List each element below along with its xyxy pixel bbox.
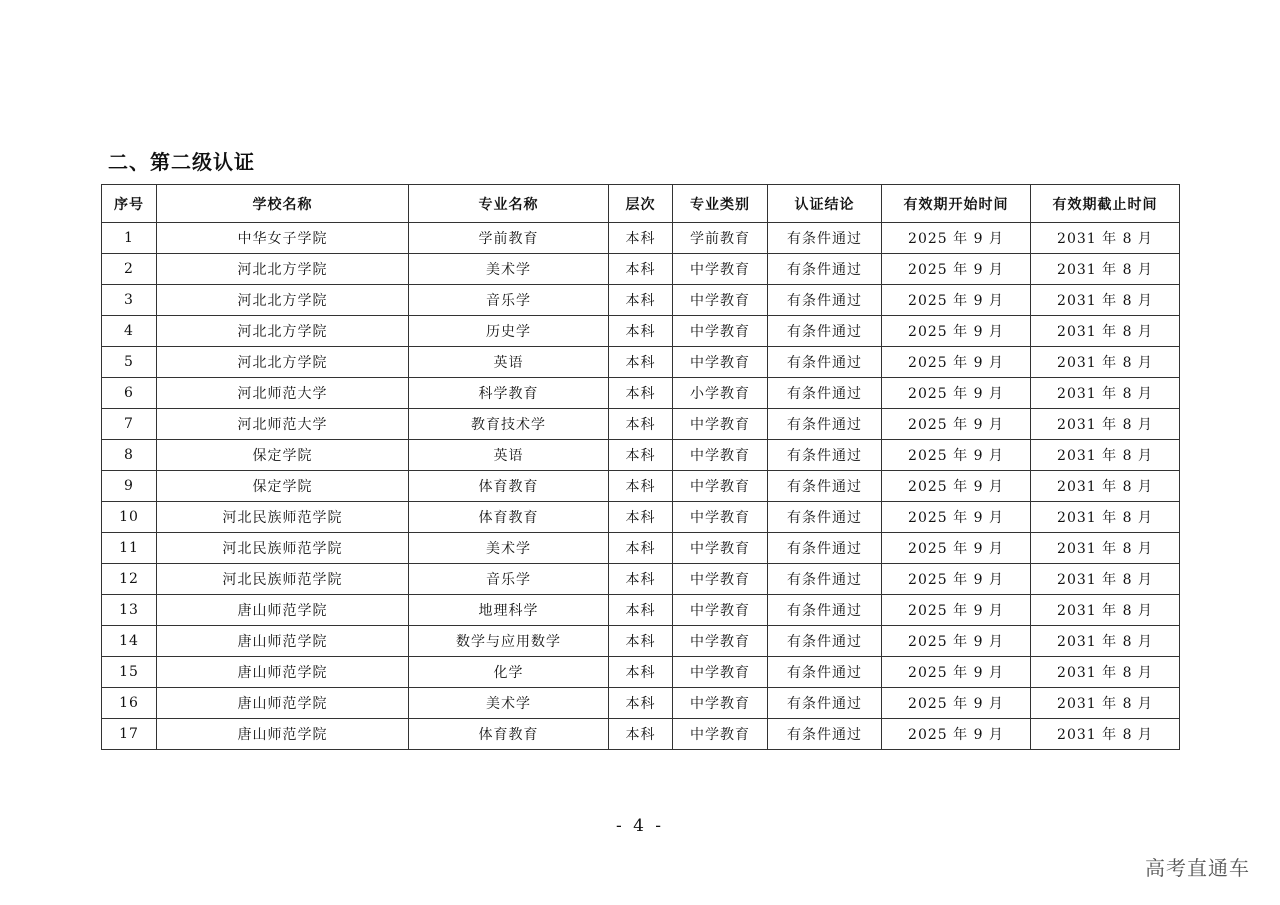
cell-valid-start: 2025 年 9 月 bbox=[882, 378, 1031, 409]
cell-valid-end: 2031 年 8 月 bbox=[1031, 254, 1180, 285]
cell-index: 9 bbox=[102, 471, 157, 502]
cell-level: 本科 bbox=[609, 471, 673, 502]
cell-major-category: 中学教育 bbox=[673, 564, 768, 595]
cell-index: 14 bbox=[102, 626, 157, 657]
cell-valid-start: 2025 年 9 月 bbox=[882, 316, 1031, 347]
cell-major-name: 美术学 bbox=[409, 533, 609, 564]
cell-major-name: 体育教育 bbox=[409, 719, 609, 750]
cell-level: 本科 bbox=[609, 316, 673, 347]
cell-major-name: 英语 bbox=[409, 440, 609, 471]
cell-school-name: 河北民族师范学院 bbox=[157, 502, 409, 533]
cell-level: 本科 bbox=[609, 440, 673, 471]
cell-conclusion: 有条件通过 bbox=[768, 533, 882, 564]
cell-valid-end: 2031 年 8 月 bbox=[1031, 223, 1180, 254]
table-row bbox=[102, 316, 1180, 347]
cell-valid-end: 2031 年 8 月 bbox=[1031, 378, 1180, 409]
cell-major-category: 中学教育 bbox=[673, 316, 768, 347]
cell-conclusion: 有条件通过 bbox=[768, 719, 882, 750]
cell-conclusion: 有条件通过 bbox=[768, 657, 882, 688]
cell-valid-end: 2031 年 8 月 bbox=[1031, 316, 1180, 347]
header-valid-end: 有效期截止时间 bbox=[1031, 185, 1180, 223]
cell-valid-start: 2025 年 9 月 bbox=[882, 657, 1031, 688]
cell-valid-start: 2025 年 9 月 bbox=[882, 626, 1031, 657]
header-valid-start: 有效期开始时间 bbox=[882, 185, 1031, 223]
header-major-category: 专业类别 bbox=[673, 185, 768, 223]
table-row bbox=[102, 626, 1180, 657]
cell-index: 11 bbox=[102, 533, 157, 564]
table-row bbox=[102, 471, 1180, 502]
table-row bbox=[102, 409, 1180, 440]
cell-index: 10 bbox=[102, 502, 157, 533]
header-conclusion: 认证结论 bbox=[768, 185, 882, 223]
cell-conclusion: 有条件通过 bbox=[768, 285, 882, 316]
cell-conclusion: 有条件通过 bbox=[768, 688, 882, 719]
cell-index: 15 bbox=[102, 657, 157, 688]
table-row bbox=[102, 285, 1180, 316]
table-row bbox=[102, 502, 1180, 533]
cell-valid-end: 2031 年 8 月 bbox=[1031, 595, 1180, 626]
cell-index: 3 bbox=[102, 285, 157, 316]
cell-index: 16 bbox=[102, 688, 157, 719]
page-number: - 4 - bbox=[615, 816, 665, 836]
cell-valid-start: 2025 年 9 月 bbox=[882, 564, 1031, 595]
cell-level: 本科 bbox=[609, 626, 673, 657]
cell-major-name: 体育教育 bbox=[409, 471, 609, 502]
cell-major-name: 地理科学 bbox=[409, 595, 609, 626]
cell-valid-start: 2025 年 9 月 bbox=[882, 440, 1031, 471]
cell-major-name: 音乐学 bbox=[409, 285, 609, 316]
cell-valid-end: 2031 年 8 月 bbox=[1031, 285, 1180, 316]
header-index: 序号 bbox=[102, 185, 157, 223]
cell-school-name: 保定学院 bbox=[157, 471, 409, 502]
cell-conclusion: 有条件通过 bbox=[768, 347, 882, 378]
cell-major-name: 学前教育 bbox=[409, 223, 609, 254]
cell-school-name: 唐山师范学院 bbox=[157, 719, 409, 750]
cell-index: 1 bbox=[102, 223, 157, 254]
cell-conclusion: 有条件通过 bbox=[768, 502, 882, 533]
cell-conclusion: 有条件通过 bbox=[768, 378, 882, 409]
header-level: 层次 bbox=[609, 185, 673, 223]
cell-major-category: 中学教育 bbox=[673, 502, 768, 533]
cell-conclusion: 有条件通过 bbox=[768, 409, 882, 440]
table-row bbox=[102, 254, 1180, 285]
cell-level: 本科 bbox=[609, 254, 673, 285]
cell-major-name: 音乐学 bbox=[409, 564, 609, 595]
table-body bbox=[102, 223, 1180, 750]
cell-conclusion: 有条件通过 bbox=[768, 440, 882, 471]
header-school-name: 学校名称 bbox=[157, 185, 409, 223]
watermark-text: 高考直通车 bbox=[1145, 856, 1250, 880]
cell-level: 本科 bbox=[609, 285, 673, 316]
cell-valid-end: 2031 年 8 月 bbox=[1031, 440, 1180, 471]
cell-valid-start: 2025 年 9 月 bbox=[882, 595, 1031, 626]
cell-major-category: 中学教育 bbox=[673, 533, 768, 564]
table-row bbox=[102, 347, 1180, 378]
cell-conclusion: 有条件通过 bbox=[768, 316, 882, 347]
cell-conclusion: 有条件通过 bbox=[768, 595, 882, 626]
cell-level: 本科 bbox=[609, 657, 673, 688]
cell-level: 本科 bbox=[609, 223, 673, 254]
cell-school-name: 河北民族师范学院 bbox=[157, 533, 409, 564]
cell-index: 17 bbox=[102, 719, 157, 750]
cell-major-category: 中学教育 bbox=[673, 657, 768, 688]
table-row bbox=[102, 533, 1180, 564]
table-row bbox=[102, 719, 1180, 750]
table-row bbox=[102, 223, 1180, 254]
cell-valid-end: 2031 年 8 月 bbox=[1031, 347, 1180, 378]
cell-valid-start: 2025 年 9 月 bbox=[882, 409, 1031, 440]
cell-valid-start: 2025 年 9 月 bbox=[882, 533, 1031, 564]
cell-level: 本科 bbox=[609, 502, 673, 533]
cell-conclusion: 有条件通过 bbox=[768, 471, 882, 502]
cell-index: 5 bbox=[102, 347, 157, 378]
cell-index: 7 bbox=[102, 409, 157, 440]
table-row bbox=[102, 688, 1180, 719]
cell-major-category: 中学教育 bbox=[673, 254, 768, 285]
cell-valid-start: 2025 年 9 月 bbox=[882, 254, 1031, 285]
cell-valid-start: 2025 年 9 月 bbox=[882, 285, 1031, 316]
cell-conclusion: 有条件通过 bbox=[768, 564, 882, 595]
cell-level: 本科 bbox=[609, 347, 673, 378]
cell-school-name: 唐山师范学院 bbox=[157, 657, 409, 688]
cell-valid-start: 2025 年 9 月 bbox=[882, 223, 1031, 254]
cell-level: 本科 bbox=[609, 688, 673, 719]
cell-level: 本科 bbox=[609, 409, 673, 440]
cell-index: 12 bbox=[102, 564, 157, 595]
cell-index: 4 bbox=[102, 316, 157, 347]
cell-major-category: 中学教育 bbox=[673, 409, 768, 440]
cell-major-name: 体育教育 bbox=[409, 502, 609, 533]
cell-school-name: 唐山师范学院 bbox=[157, 595, 409, 626]
cell-major-name: 英语 bbox=[409, 347, 609, 378]
cell-valid-start: 2025 年 9 月 bbox=[882, 471, 1031, 502]
table-row bbox=[102, 440, 1180, 471]
certification-table bbox=[101, 184, 1180, 750]
cell-valid-start: 2025 年 9 月 bbox=[882, 719, 1031, 750]
cell-valid-end: 2031 年 8 月 bbox=[1031, 719, 1180, 750]
cell-index: 6 bbox=[102, 378, 157, 409]
cell-level: 本科 bbox=[609, 378, 673, 409]
cell-major-category: 中学教育 bbox=[673, 595, 768, 626]
cell-major-category: 中学教育 bbox=[673, 285, 768, 316]
cell-major-category: 中学教育 bbox=[673, 471, 768, 502]
cell-major-name: 美术学 bbox=[409, 688, 609, 719]
cell-school-name: 唐山师范学院 bbox=[157, 688, 409, 719]
cell-level: 本科 bbox=[609, 595, 673, 626]
cell-valid-end: 2031 年 8 月 bbox=[1031, 533, 1180, 564]
cell-school-name: 河北北方学院 bbox=[157, 254, 409, 285]
cell-major-category: 中学教育 bbox=[673, 440, 768, 471]
table-row bbox=[102, 657, 1180, 688]
table-header-row bbox=[102, 185, 1180, 223]
cell-valid-start: 2025 年 9 月 bbox=[882, 688, 1031, 719]
cell-school-name: 中华女子学院 bbox=[157, 223, 409, 254]
table-row bbox=[102, 378, 1180, 409]
cell-index: 13 bbox=[102, 595, 157, 626]
cell-major-name: 美术学 bbox=[409, 254, 609, 285]
cell-valid-end: 2031 年 8 月 bbox=[1031, 502, 1180, 533]
cell-school-name: 河北民族师范学院 bbox=[157, 564, 409, 595]
cell-major-name: 教育技术学 bbox=[409, 409, 609, 440]
cell-major-name: 历史学 bbox=[409, 316, 609, 347]
cell-major-category: 中学教育 bbox=[673, 688, 768, 719]
cell-conclusion: 有条件通过 bbox=[768, 223, 882, 254]
cell-major-category: 中学教育 bbox=[673, 347, 768, 378]
cell-major-name: 数学与应用数学 bbox=[409, 626, 609, 657]
cell-major-name: 化学 bbox=[409, 657, 609, 688]
cell-major-category: 学前教育 bbox=[673, 223, 768, 254]
cell-valid-end: 2031 年 8 月 bbox=[1031, 409, 1180, 440]
cell-valid-end: 2031 年 8 月 bbox=[1031, 688, 1180, 719]
table-row bbox=[102, 595, 1180, 626]
cell-school-name: 河北师范大学 bbox=[157, 378, 409, 409]
cell-index: 2 bbox=[102, 254, 157, 285]
cell-conclusion: 有条件通过 bbox=[768, 254, 882, 285]
cell-valid-end: 2031 年 8 月 bbox=[1031, 564, 1180, 595]
section-title: 二、第二级认证 bbox=[108, 150, 255, 174]
cell-level: 本科 bbox=[609, 533, 673, 564]
cell-conclusion: 有条件通过 bbox=[768, 626, 882, 657]
cell-school-name: 河北北方学院 bbox=[157, 347, 409, 378]
cell-index: 8 bbox=[102, 440, 157, 471]
cell-major-category: 小学教育 bbox=[673, 378, 768, 409]
cell-valid-start: 2025 年 9 月 bbox=[882, 347, 1031, 378]
cell-school-name: 保定学院 bbox=[157, 440, 409, 471]
cell-major-name: 科学教育 bbox=[409, 378, 609, 409]
header-major-name: 专业名称 bbox=[409, 185, 609, 223]
cell-valid-end: 2031 年 8 月 bbox=[1031, 657, 1180, 688]
cell-valid-end: 2031 年 8 月 bbox=[1031, 471, 1180, 502]
cell-school-name: 河北师范大学 bbox=[157, 409, 409, 440]
cell-valid-end: 2031 年 8 月 bbox=[1031, 626, 1180, 657]
cell-school-name: 河北北方学院 bbox=[157, 285, 409, 316]
cell-major-category: 中学教育 bbox=[673, 626, 768, 657]
cell-valid-start: 2025 年 9 月 bbox=[882, 502, 1031, 533]
cell-major-category: 中学教育 bbox=[673, 719, 768, 750]
table-row bbox=[102, 564, 1180, 595]
cell-school-name: 唐山师范学院 bbox=[157, 626, 409, 657]
cell-school-name: 河北北方学院 bbox=[157, 316, 409, 347]
cell-level: 本科 bbox=[609, 719, 673, 750]
cell-level: 本科 bbox=[609, 564, 673, 595]
